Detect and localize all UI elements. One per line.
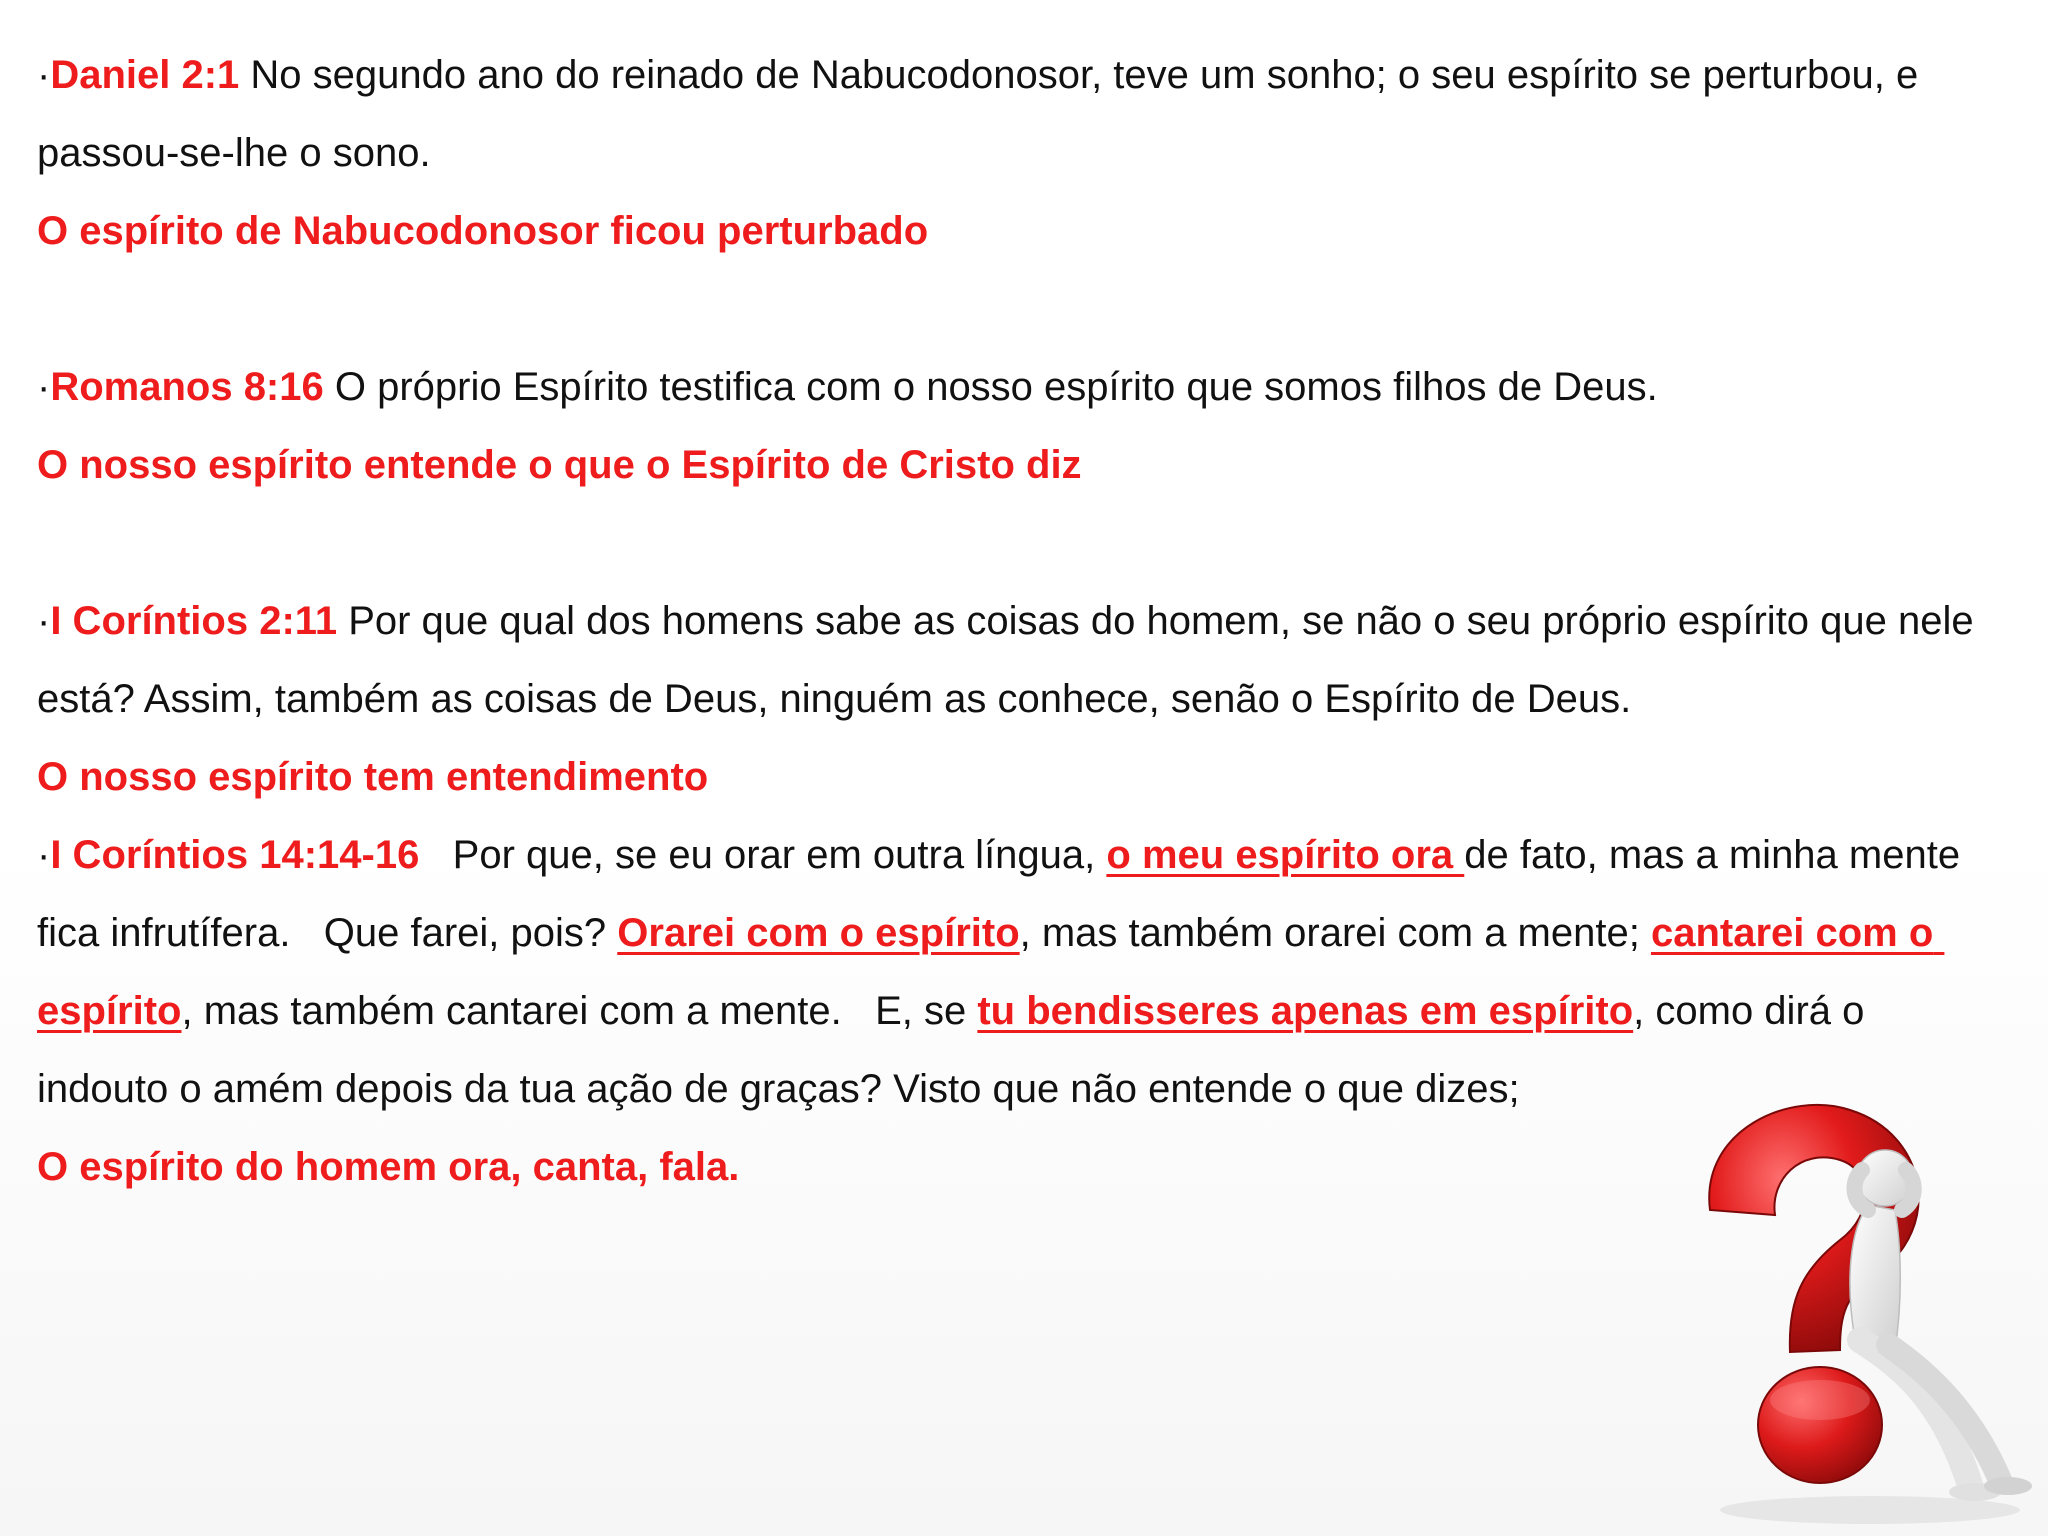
slide-content bbox=[37, 36, 1997, 1206]
highlighted-phrase: Orarei com o espírito bbox=[617, 911, 1020, 955]
question-mark-person-icon bbox=[1640, 1090, 2040, 1530]
verse-text: de fato, mas a minha mente fica infrutífera. Que farei, pois? bbox=[37, 833, 1972, 955]
verse-corintios-14 bbox=[37, 816, 1997, 1128]
verse-romanos bbox=[37, 348, 1997, 426]
bullet: · bbox=[37, 53, 51, 97]
verse-reference: I Coríntios 14:14-16 bbox=[50, 833, 420, 877]
bullet: · bbox=[37, 599, 51, 643]
verse-reference: Romanos 8:16 bbox=[50, 365, 324, 409]
verse-corintios-2 bbox=[37, 582, 1997, 738]
verse-reference: I Coríntios 2:11 bbox=[50, 599, 338, 643]
verse-reference: Daniel 2:1 bbox=[50, 53, 240, 97]
highlighted-phrase: o meu espírito ora bbox=[1106, 833, 1465, 877]
verse-text: Por que, se eu orar em outra língua, bbox=[419, 833, 1107, 877]
verse-summary: O nosso espírito tem entendimento bbox=[37, 755, 709, 799]
verse-daniel bbox=[37, 36, 1997, 192]
highlighted-phrase: tu bendisseres apenas em espírito bbox=[977, 989, 1634, 1033]
verse-text: O próprio Espírito testifica com o nosso espírito que somos filhos de Deus. bbox=[323, 365, 1658, 409]
verse-text: No segundo ano do reinado de Nabucodonosor, teve um sonho; o seu espírito se perturbou, e passou-se-lhe o sono. bbox=[37, 53, 1919, 175]
highlighted-phrase: cantarei com o espírito bbox=[37, 911, 1945, 1033]
bullet: · bbox=[37, 833, 51, 877]
verse-summary: O espírito do homem ora, canta, fala. bbox=[37, 1145, 740, 1189]
bullet: · bbox=[37, 365, 51, 409]
verse-summary: O nosso espírito entende o que o Espírito de Cristo diz bbox=[37, 443, 1082, 487]
verse-summary: O espírito de Nabucodonosor ficou perturbado bbox=[37, 209, 929, 253]
verse-text: , como dirá o indouto o amém depois da tua ação de graças? Visto que não entende o que dizes; bbox=[37, 989, 1876, 1111]
verse-text: , mas também cantarei com a mente. E, se bbox=[181, 989, 978, 1033]
verse-text: Por que qual dos homens sabe as coisas do homem, se não o seu próprio espírito que nele está? Assim, também as coisas de Deus, ninguém as conhece, senão o Espírito de Deus. bbox=[37, 599, 1974, 721]
verse-text: , mas também orarei com a mente; bbox=[1019, 911, 1651, 955]
